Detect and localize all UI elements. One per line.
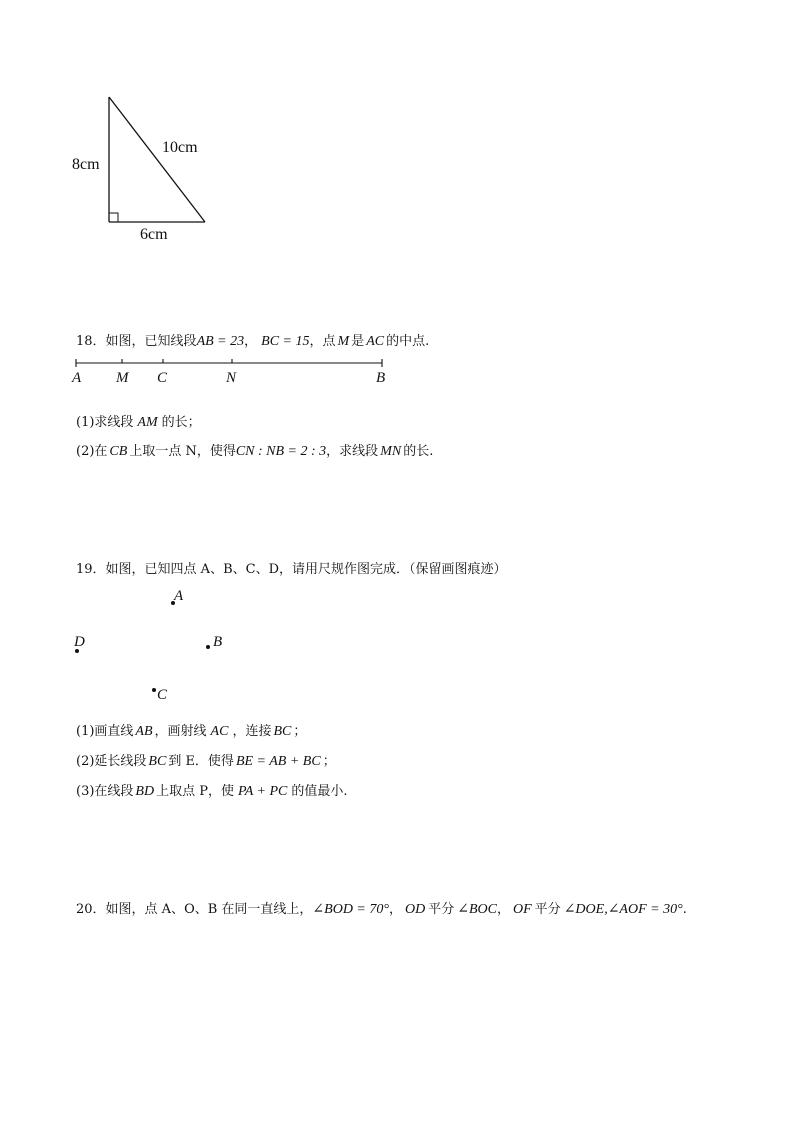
q18-stem-b: ，点 <box>309 334 336 349</box>
q18-number: 18． <box>76 334 106 349</box>
q18-number-line <box>0 0 800 400</box>
q20-stem-e: 平分 <box>534 902 561 917</box>
point-b-label: B <box>213 634 223 650</box>
q19-p3-c: 的值最小. <box>291 784 348 799</box>
q19-p1-b: ，画射线 <box>154 724 207 739</box>
q18-p1-a: (1)求线段 <box>76 415 134 430</box>
q19-p1-bc: BC <box>273 724 292 739</box>
q19-p1-c: ，连接 <box>232 724 272 739</box>
q19-p2-b: 到 E．使得 <box>168 754 234 769</box>
triangle-left-label: 8cm <box>72 156 100 173</box>
line-label-m: M <box>116 370 129 386</box>
q20-stem-b: ， <box>388 902 402 917</box>
q18-p2-b: 上取一点 N，使得 <box>129 444 236 459</box>
q19-part1 <box>76 725 306 739</box>
triangle-bottom-label: 6cm <box>140 226 168 243</box>
q20-stem-f: . <box>682 902 687 917</box>
point-c-label: C <box>157 687 168 703</box>
q19-part3 <box>76 785 348 799</box>
point-c-dot <box>152 688 156 692</box>
q19-p2-a: (2)延长线段 <box>76 754 147 769</box>
q18-eq2: BC = 15 <box>261 334 310 349</box>
q18-p2-seg: CB <box>109 444 128 459</box>
q19-number: 19． <box>76 562 106 577</box>
q18-p2-seg2: MN <box>380 444 402 459</box>
q18-p2-ratio: CN : NB = 2 : 3 <box>235 444 327 459</box>
line-label-c: C <box>157 370 168 386</box>
q20-eq1: ∠BOD = 70° <box>312 902 389 917</box>
q20-stem <box>76 903 687 917</box>
q18-stem-d: 的中点. <box>386 334 430 349</box>
line-label-n: N <box>226 370 237 386</box>
q18-eq1: AB = 23 <box>196 334 245 349</box>
q20-of: OF <box>513 902 532 917</box>
q18-stem-c: 是 <box>351 334 365 349</box>
q18-sep1: ， <box>244 334 258 349</box>
q19-p3-a: (3)在线段 <box>76 784 134 799</box>
q19-p1-a: (1)画直线 <box>76 724 134 739</box>
q19-p1-ab: AB <box>135 724 153 739</box>
q19-stem <box>76 563 507 576</box>
q18-p2-c: ，求线段 <box>326 444 379 459</box>
q20-stem-a: 如图，点 A、O、B 在同一直线上， <box>105 902 313 917</box>
q18-p2-d: 的长. <box>403 444 434 459</box>
q18-p1-b: 的长； <box>161 415 201 430</box>
q20-stem-c: 平分 <box>428 902 455 917</box>
q18-p2-a: (2)在 <box>76 444 108 459</box>
q18-point-m: M <box>337 334 350 349</box>
q18-p1-seg: AM <box>137 415 158 430</box>
q19-p3-bd: BD <box>135 784 155 799</box>
q20-stem-d: ， <box>496 902 510 917</box>
point-a-label: A <box>174 588 184 604</box>
q19-stem-text: 如图，已知四点 A、B、C、D，请用尺规作图完成．（保留画图痕迹） <box>105 562 507 577</box>
q18-part1 <box>76 416 201 430</box>
q19-part2 <box>76 755 336 769</box>
q20-od: OD <box>405 902 426 917</box>
line-label-a: A <box>72 370 82 386</box>
q19-p2-eq: BE = AB + BC <box>235 754 321 769</box>
q19-p3-b: 上取点 P，使 <box>156 784 234 799</box>
q19-p2-bc: BC <box>148 754 167 769</box>
q18-seg-ac: AC <box>366 334 385 349</box>
q20-number: 20． <box>76 902 106 917</box>
point-d-label: D <box>74 634 85 650</box>
q19-p1-ac: AC <box>210 724 229 739</box>
point-b-dot <box>206 645 210 649</box>
q19-p2-c: ； <box>322 754 336 769</box>
q19-p3-eq: PA + PC <box>237 784 288 799</box>
q20-eq2: ∠DOE,∠AOF = 30° <box>563 902 683 917</box>
line-label-b: B <box>376 370 386 386</box>
q18-part2 <box>76 445 433 459</box>
triangle-hyp-label: 10cm <box>162 139 198 156</box>
q19-p1-d: ； <box>293 724 307 739</box>
q20-boc: ∠BOC <box>457 902 497 917</box>
q18-stem-a: 如图，已知线段 <box>105 334 197 349</box>
